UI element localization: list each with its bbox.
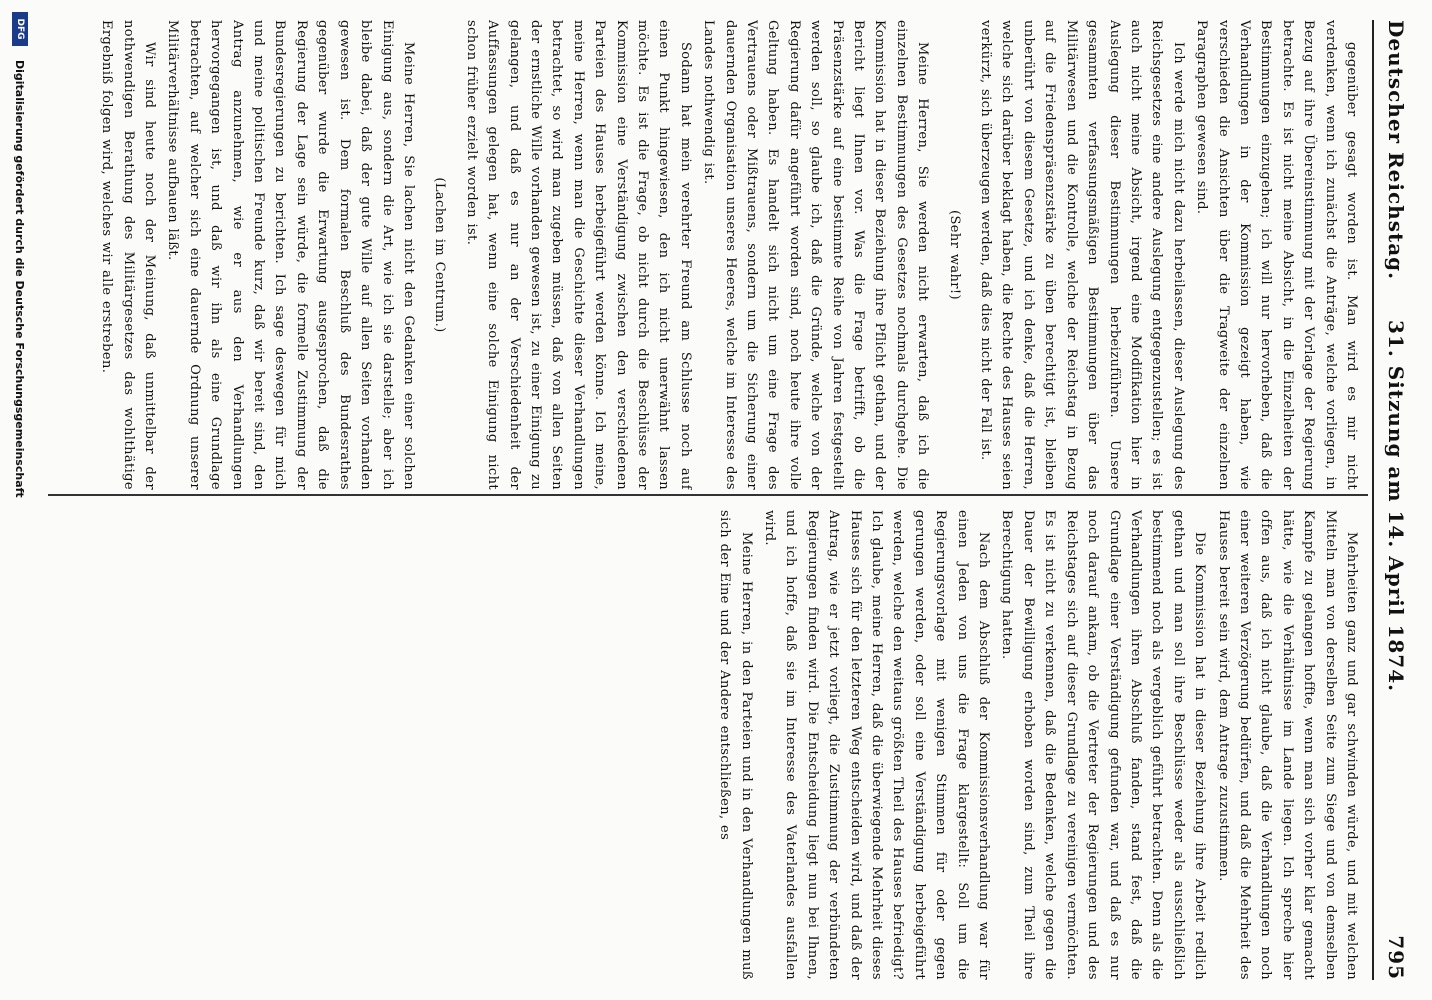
paragraph: Nach dem Abschluß der Kommissionsverhandlung war für einen Jeden von uns die Frage klargestellt: Soll um die Regierungsvorlage mit wenigen Stimmen für oder gegen gerungen werden, oder soll eine Verständigung herbeigeführt werden, welche den weitaus größten Theil des Hauses befriedigt? Ich glaube, meine Herren, daß die überwiegende Mehrheit dieses Hauses sich für den letzteren Weg entscheiden wird, und daß der Antrag, wie er jetzt vorliegt, die Zustimmung der verbündeten Regierungen finden wird. Die Entscheidung liegt nun bei Ihnen, und ich hoffe, daß sie im Interesse des Vaterlandes ausfallen wird. [762, 510, 992, 980]
publication-title: Deutscher Reichstag. [1384, 20, 1408, 281]
text-column-right [50, 510, 1362, 980]
paragraph: (Lachen im Centrum.) [432, 177, 448, 333]
paragraph: Wir sind heute noch der Meinung, daß unmittelbar der nothwendigen Berathung des Militärgesetzes das wohlthätige Ergebniß folgen wird, welches wir alle erstreben. [99, 20, 158, 490]
digitization-credit: Digitalisierung gefördert durch die Deutsche Forschungsgemeinschaft [13, 60, 26, 498]
paragraph: Meine Herren, in den Parteien und in den Verhandlungen muß sich der Eine und der Andere entschließen, es [717, 510, 754, 980]
paragraph: Meine Herren, Sie lachen nicht den Gedanken einer solchen Einigung aus, sondern die Art, wie ich sie darstelle; aber ich bleibe dabei, daß der gute Wille auf allen Seiten vorhanden gewesen ist. Dem formalen Beschluß des Bundesrathes gegenüber wurde die Erwartung ausgesprochen, daß die Regierung der Lage sein würde, die formelle Zustimmung der Bundesregierungen zu berichten. Ich sage deswegen für mich und meine politischen Freunde kurz, daß wir bereit sind, den Antrag anzunehmen, wie er aus den Verhandlungen hervorgegangen ist, und daß wir ihn als eine Grundlage betrachten, auf welcher sich eine dauernde Ordnung unserer Militärverhältnisse aufbauen läßt. [165, 20, 416, 490]
session-date: 31. Sitzung am 14. April 1874. [1384, 320, 1408, 693]
page-header [1372, 20, 1418, 980]
paragraph: Die Kommission hat in dieser Beziehung ihre Arbeit redlich gethan und man soll ihre Beschlüsse weder als ausschließlich bestimmend noch als vergeblich geführt betrachten. Denn als die Verhandlungen ihren Abschluß fanden, stand fest, daß die Grundlage einer Verständigung gefunden war, und daß es nur noch darauf ankam, ob die Vertreter der Regierungen und des Reichstages sich auf dieser Grundlage zu vereinigen vermöchten. Es ist nicht zu verkennen, daß die Bedenken, welche gegen die Dauer der Bewilligung erhoben worden sind, zum Theil ihre Berechtigung hatten. [999, 510, 1208, 980]
paragraph: (Sehr wahr!) [946, 210, 962, 300]
paragraph: Meine Herren, Sie werden nicht erwarten, daß ich die einzelnen Bestimmungen des Gesetzes nochmals durchgehe. Die Kommission hat in dieser Beziehung ihre Pflicht gethan, und der Bericht liegt Ihnen vor. Was die Frage betrifft, ob die Präsenzstärke auf eine bestimmte Reihe von Jahren festgestellt werden soll, so glaube ich, daß die Gründe, welche von der Regierung dafür angeführt worden sind, noch heute ihre volle Geltung haben. Es handelt sich nicht um eine Frage des Vertrauens oder Mißtrauens, sondern um die Sicherung einer dauernden Organisation unseres Heeres, welche im Interesse des Landes nothwendig ist. [701, 20, 931, 490]
column-divider [48, 494, 1368, 496]
paragraph: gegenüber gesagt worden ist. Man wird es mir nicht verdenken, wenn ich zunächst die Anträge, welche vorliegen, in Bezug auf ihre Übereinstimmung mit der Vorlage der Regierung betrachte. Es ist nicht meine Absicht, in die Einzelheiten der Bestimmungen einzugehen; ich will nur hervorheben, daß die Verhandlungen in der Kommission gezeigt haben, wie verschieden die Ansichten über die Tragweite der einzelnen Paragraphen gewesen sind. [1194, 20, 1359, 490]
page-footer [6, 0, 32, 1000]
dfg-logo: DFG [12, 12, 28, 46]
text-column-left [50, 20, 1362, 490]
page-number: 795 [1384, 935, 1408, 980]
paragraph: Mehrheiten ganz und gar schwinden würde, und mit welchen Mitteln man von derselben Seite zum Siege und von demselben Kampfe zu gelangen hoffte, wenn man sich vorher klar gemacht hätte, wie die Verhältnisse im Lande liegen. Ich spreche hier offen aus, daß ich nicht glaube, daß die Verhandlungen noch einer weiteren Verzögerung bedürfen, und daß die Mehrheit des Hauses bereit sein wird, dem Antrage zuzustimmen. [1215, 510, 1359, 980]
paragraph: Sodann hat mein verehrter Freund am Schlusse noch auf einen Punkt hingewiesen, den ich nicht unerwähnt lassen möchte. Es ist die Frage, ob nicht durch die Beschlüsse der Kommission eine Verständigung zwischen den verschiedenen Parteien des Hauses herbeigeführt werden könne. Ich meine, meine Herren, wenn man die Geschichte dieser Verhandlungen betrachtet, so wird man zugeben müssen, daß von allen Seiten der ernstliche Wille vorhanden gewesen ist, zu einer Einigung zu gelangen, und daß es nur an der Verschiedenheit der Auffassungen gelegen hat, wenn eine solche Einigung nicht schon früher erzielt worden ist. [463, 20, 693, 490]
paragraph: Ich werde mich nicht dazu herbeilassen, dieser Auslegung des Reichsgesetzes eine andere Auslegung entgegenzustellen; es ist auch nicht meine Absicht, irgend eine Modifikation hier in Auslegung dieser Bestimmungen herbeizuführen. Unsere gesammten verfassungsmäßigen Bestimmungen über das Militärwesen und die Kontrolle, welche der Reichstag in Bezug auf die Friedenspräsenzstärke zu üben berechtigt ist, bleiben unberührt von diesem Gesetze, und ich denke, daß die Herren, welche sich darüber beklagt haben, die Rechte des Hauses seien verkürzt, sich überzeugen werden, daß dies nicht der Fall ist. [978, 20, 1186, 490]
